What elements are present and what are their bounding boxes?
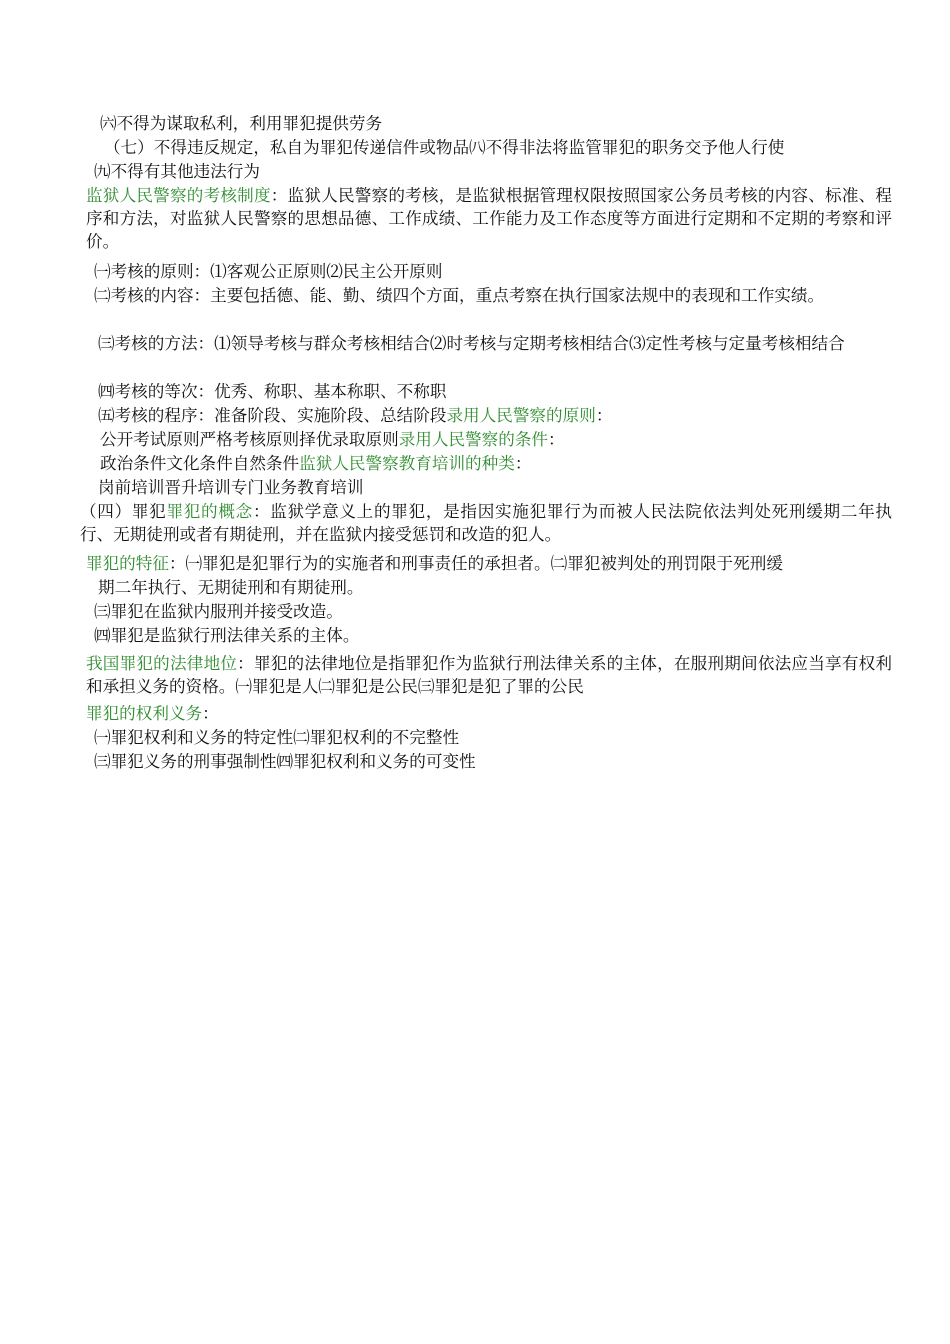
criminal-feature-text-2: 期二年执行、无期徒刑和有期徒刑。 bbox=[98, 578, 364, 597]
rights-duties-2-text: ㈢罪犯义务的刑事强制性㈣罪犯权利和义务的可变性 bbox=[94, 752, 476, 771]
criminal-feature-4 bbox=[94, 624, 900, 647]
rights-duties-1-text: ㈠罪犯权利和义务的特定性㈡罪犯权利的不完整性 bbox=[94, 728, 460, 747]
criminal-concept-text: ：监狱学意义上的罪犯，是指因实施犯罪行为而被人民法院依法判处死刑缓期二年执行、无期徒刑或者有期徒刑，并在监狱内接受惩罚和改造的犯人。 bbox=[80, 502, 893, 544]
rule-6-text: ㈥不得为谋取私利，利用罪犯提供劳务 bbox=[100, 114, 383, 133]
assessment-procedure-text: ㈤考核的程序：准备阶段、实施阶段、总结阶段 bbox=[98, 406, 447, 425]
training-types bbox=[98, 476, 904, 499]
rule-7-8 bbox=[104, 136, 894, 159]
rights-duties-heading: 罪犯的权利义务 bbox=[86, 704, 203, 723]
legal-status-text: ：罪犯的法律地位是指罪犯作为监狱行刑法律关系的主体，在服刑期间依法应当享有权利和承担义务的资格。㈠罪犯是人㈡罪犯是公民㈢罪犯是犯了罪的公民 bbox=[86, 654, 893, 696]
criminal-features-cont bbox=[98, 576, 904, 599]
recruit-principle-colon: ： bbox=[595, 406, 613, 425]
recruit-principle-text: 公开考试原则严格考核原则择优录取原则 bbox=[100, 430, 399, 449]
assessment-method bbox=[98, 332, 894, 355]
criminal-feature-3-text: ㈢罪犯在监狱内服刑并接受改造。 bbox=[94, 602, 343, 621]
recruit-conditions bbox=[100, 452, 906, 475]
criminal-feature-text-1: ：㈠罪犯是犯罪行为的实施者和刑事责任的承担者。㈡罪犯被判处的刑罚限于死刑缓 bbox=[168, 554, 783, 573]
criminal-feature-3 bbox=[94, 600, 900, 623]
assessment-paragraph bbox=[86, 184, 892, 253]
criminal-concept-paragraph bbox=[80, 500, 892, 546]
rights-duties-2 bbox=[94, 750, 900, 773]
assessment-principle bbox=[94, 260, 900, 283]
rule-6 bbox=[100, 112, 906, 135]
recruit-condition-colon: ： bbox=[548, 430, 565, 449]
recruit-condition-text: 政治条件文化条件自然条件 bbox=[100, 454, 300, 473]
criminal-features bbox=[86, 552, 892, 575]
criminal-section-prefix: （四）罪犯 bbox=[80, 502, 167, 521]
assessment-method-text: ⑴领导考核与群众考核相结合⑵时考核与定期考核相结合⑶定性考核与定量考核相结合 bbox=[214, 334, 845, 353]
recruit-principles bbox=[100, 428, 906, 451]
assessment-text: ：监狱人民警察的考核，是监狱根据管理权限按照国家公务员考核的内容、标准、程序和方法，对监狱人民警察的思想品德、工作成绩、工作能力及工作态度等方面进行定期和不定期的考察和评价。 bbox=[86, 186, 893, 251]
legal-status-paragraph bbox=[86, 652, 892, 698]
assessment-heading: 监狱人民警察的考核制度 bbox=[86, 186, 271, 205]
training-heading: 监狱人民警察教育培训的种类 bbox=[299, 454, 515, 473]
rule-7-8-text: （七）不得违反规定，私自为罪犯传递信件或物品㈧不得非法将监管罪犯的职务交予他人行使 bbox=[104, 138, 785, 157]
assessment-method-label: ㈢考核的方法： bbox=[98, 334, 215, 353]
assessment-principle-text: ㈠考核的原则：⑴客观公正原则⑵民主公开原则 bbox=[94, 262, 443, 281]
assessment-grades-text: ㈣考核的等次：优秀、称职、基本称职、不称职 bbox=[98, 382, 447, 401]
assessment-content bbox=[86, 284, 892, 307]
rule-9-text: ㈨不得有其他违法行为 bbox=[94, 162, 260, 181]
rights-duties-colon: ： bbox=[202, 704, 219, 723]
assessment-grades bbox=[98, 380, 904, 403]
assessment-procedure bbox=[98, 404, 904, 427]
assessment-content-text: ㈡考核的内容：主要包括德、能、勤、绩四个方面，重点考察在执行国家法规中的表现和工作实绩。 bbox=[94, 286, 825, 305]
criminal-feature-heading: 罪犯的特征 bbox=[86, 554, 169, 573]
training-colon: ： bbox=[514, 454, 532, 473]
rights-duties-heading-line bbox=[86, 702, 892, 725]
recruit-condition-heading: 录用人民警察的条件 bbox=[398, 430, 549, 449]
rule-9 bbox=[94, 160, 900, 183]
legal-status-heading: 我国罪犯的法律地位 bbox=[86, 654, 238, 673]
rights-duties-1 bbox=[94, 726, 900, 749]
criminal-feature-4-text: ㈣罪犯是监狱行刑法律关系的主体。 bbox=[94, 626, 360, 645]
recruit-principle-heading: 录用人民警察的原则 bbox=[446, 406, 596, 425]
training-text: 岗前培训晋升培训专门业务教育培训 bbox=[98, 478, 364, 497]
criminal-concept-heading: 罪犯的概念 bbox=[166, 502, 253, 521]
